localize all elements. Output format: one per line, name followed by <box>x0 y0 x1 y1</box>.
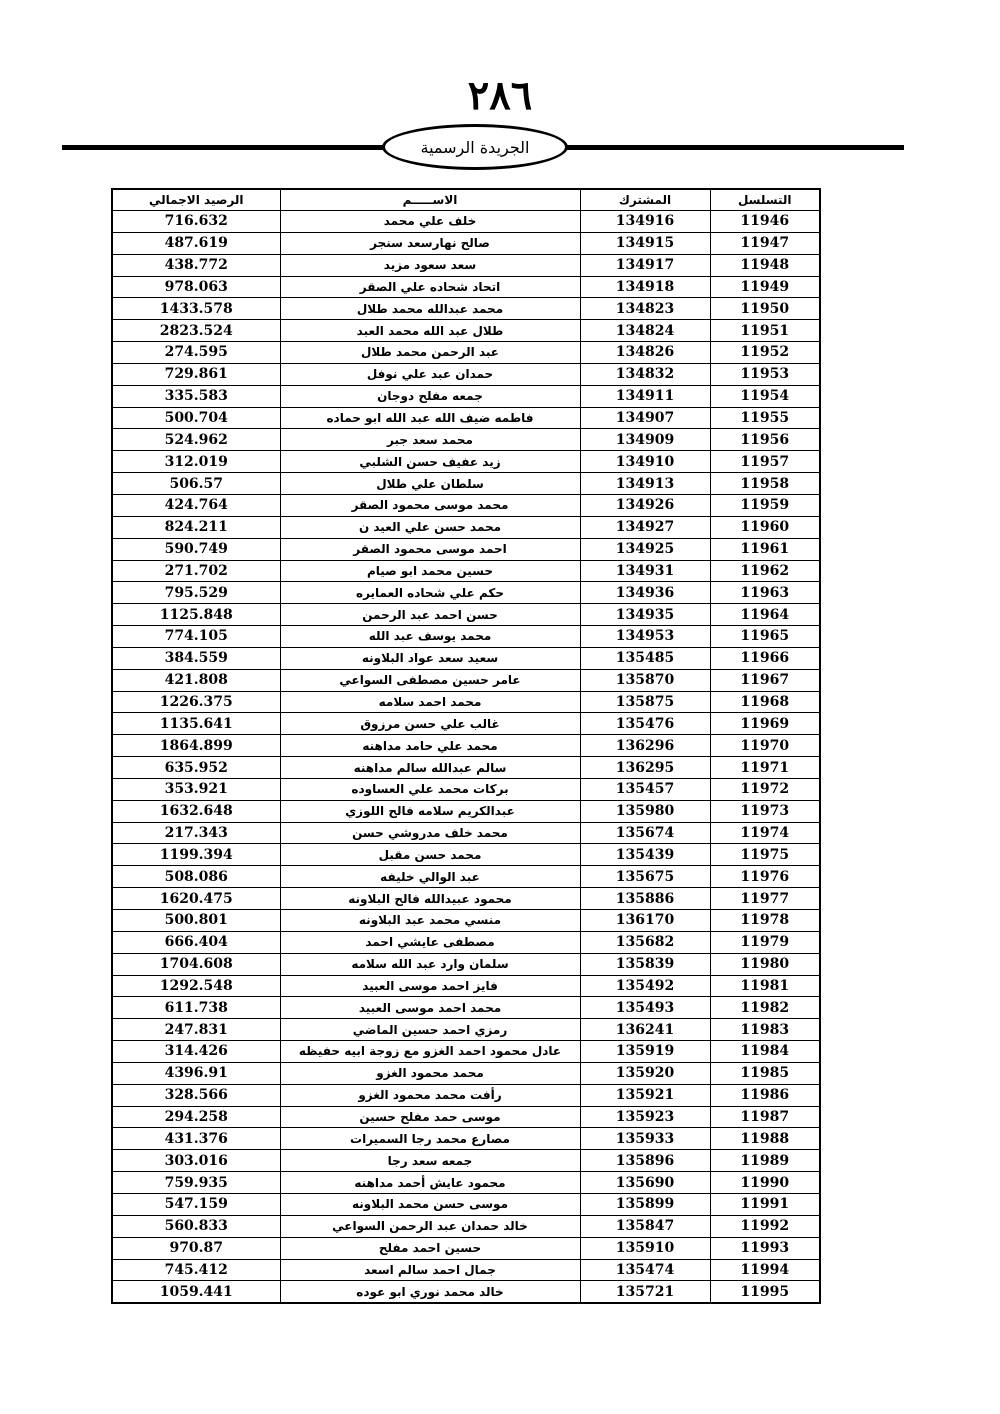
name-cell: محمد علي حامد مداهنه <box>280 735 580 757</box>
serial-cell: 11983 <box>710 1019 820 1041</box>
name-cell: حمدان عبد علي نوفل <box>280 363 580 385</box>
table-row <box>112 757 820 779</box>
balance-cell: 1620.475 <box>112 888 280 910</box>
name-cell: سلطان علي طلال <box>280 473 580 495</box>
serial-cell: 11977 <box>710 888 820 910</box>
subscriber-cell: 135847 <box>580 1215 710 1237</box>
page-number: ٢٨٦ <box>467 72 533 119</box>
subscriber-cell: 135921 <box>580 1084 710 1106</box>
table-row <box>112 888 820 910</box>
subscriber-cell: 134936 <box>580 582 710 604</box>
table-row <box>112 1281 820 1303</box>
subscriber-cell: 134926 <box>580 494 710 516</box>
subscriber-cell: 134910 <box>580 451 710 473</box>
name-cell: فاطمه ضيف الله عبد الله ابو حماده <box>280 407 580 429</box>
name-cell: عبد الوالي خليفه <box>280 866 580 888</box>
name-cell: محمد موسى محمود الصقر <box>280 494 580 516</box>
table-row <box>112 363 820 385</box>
name-cell: خالد محمد نوري ابو عوده <box>280 1281 580 1303</box>
name-cell: موسى حمد مفلح حسين <box>280 1106 580 1128</box>
table-row <box>112 778 820 800</box>
balance-cell: 1199.394 <box>112 844 280 866</box>
subscriber-cell: 134907 <box>580 407 710 429</box>
serial-cell: 11954 <box>710 385 820 407</box>
subscriber-cell: 136295 <box>580 757 710 779</box>
subscriber-cell: 134824 <box>580 320 710 342</box>
subscriber-cell: 135492 <box>580 975 710 997</box>
subscriber-cell: 134935 <box>580 604 710 626</box>
table-row <box>112 1237 820 1259</box>
table-header-row <box>112 189 820 211</box>
table-row <box>112 975 820 997</box>
serial-cell: 11980 <box>710 953 820 975</box>
subscriber-cell: 135493 <box>580 997 710 1019</box>
name-cell: محمد حسن علي العيد ن <box>280 516 580 538</box>
table-row <box>112 822 820 844</box>
serial-cell: 11984 <box>710 1041 820 1063</box>
serial-cell: 11990 <box>710 1172 820 1194</box>
subscriber-cell: 134953 <box>580 626 710 648</box>
serial-cell: 11961 <box>710 538 820 560</box>
name-cell: عادل محمود احمد الغزو مع زوجة ابيه حفيظه <box>280 1041 580 1063</box>
serial-cell: 11994 <box>710 1259 820 1281</box>
subscriber-cell: 134826 <box>580 342 710 364</box>
subscriber-cell: 134918 <box>580 276 710 298</box>
name-cell: جمعه سعد رجا <box>280 1150 580 1172</box>
name-cell: احمد موسى محمود الصقر <box>280 538 580 560</box>
serial-cell: 11959 <box>710 494 820 516</box>
subscriber-cell: 135675 <box>580 866 710 888</box>
table-row <box>112 1041 820 1063</box>
serial-cell: 11986 <box>710 1084 820 1106</box>
balance-cell: 774.105 <box>112 626 280 648</box>
table-row <box>112 1259 820 1281</box>
balance-cell: 635.952 <box>112 757 280 779</box>
serial-cell: 11963 <box>710 582 820 604</box>
name-cell: سلمان وارد عبد الله سلامه <box>280 953 580 975</box>
subscriber-cell: 135474 <box>580 1259 710 1281</box>
table-row <box>112 997 820 1019</box>
table-row <box>112 516 820 538</box>
balance-cell: 487.619 <box>112 232 280 254</box>
subscriber-cell: 135839 <box>580 953 710 975</box>
balance-cell: 590.749 <box>112 538 280 560</box>
balance-cell: 1704.608 <box>112 953 280 975</box>
serial-cell: 11993 <box>710 1237 820 1259</box>
table-row <box>112 647 820 669</box>
table-row <box>112 298 820 320</box>
name-cell: مصطفى عايشي احمد <box>280 931 580 953</box>
name-cell: رأفت محمد محمود الغزو <box>280 1084 580 1106</box>
table-row <box>112 669 820 691</box>
subscriber-cell: 135476 <box>580 713 710 735</box>
serial-cell: 11948 <box>710 254 820 276</box>
balance-cell: 271.702 <box>112 560 280 582</box>
balance-cell: 312.019 <box>112 451 280 473</box>
table-row <box>112 538 820 560</box>
balance-cell: 1226.375 <box>112 691 280 713</box>
table-row <box>112 713 820 735</box>
table-row <box>112 844 820 866</box>
name-cell: خالد حمدان عبد الرحمن السواعي <box>280 1215 580 1237</box>
subscriber-cell: 135899 <box>580 1193 710 1215</box>
balance-cell: 500.801 <box>112 910 280 932</box>
balance-cell: 421.808 <box>112 669 280 691</box>
name-cell: جمعه مفلح دوجان <box>280 385 580 407</box>
name-cell: محمود عايش أحمد مداهنه <box>280 1172 580 1194</box>
balance-cell: 1292.548 <box>112 975 280 997</box>
balance-cell: 666.404 <box>112 931 280 953</box>
serial-cell: 11964 <box>710 604 820 626</box>
name-cell: موسى حسن محمد البلاونه <box>280 1193 580 1215</box>
name-cell: زيد عفيف حسن الشلبي <box>280 451 580 473</box>
subscriber-cell: 135682 <box>580 931 710 953</box>
name-cell: محمد يوسف عبد الله <box>280 626 580 648</box>
subscriber-cell: 134913 <box>580 473 710 495</box>
subscriber-cell: 134832 <box>580 363 710 385</box>
serial-cell: 11968 <box>710 691 820 713</box>
serial-cell: 11950 <box>710 298 820 320</box>
serial-cell: 11967 <box>710 669 820 691</box>
name-cell: صالح نهارسعد سنجر <box>280 232 580 254</box>
subscriber-cell: 135721 <box>580 1281 710 1303</box>
table-row <box>112 1019 820 1041</box>
table-row <box>112 626 820 648</box>
serial-cell: 11974 <box>710 822 820 844</box>
subscriber-cell: 134823 <box>580 298 710 320</box>
subscriber-cell: 134909 <box>580 429 710 451</box>
table-row <box>112 582 820 604</box>
table-row <box>112 953 820 975</box>
serial-cell: 11975 <box>710 844 820 866</box>
name-cell: سعد سعود مزيد <box>280 254 580 276</box>
balance-cell: 745.412 <box>112 1259 280 1281</box>
table-row <box>112 800 820 822</box>
name-cell: غالب علي حسن مرزوق <box>280 713 580 735</box>
serial-cell: 11965 <box>710 626 820 648</box>
serial-cell: 11946 <box>710 211 820 233</box>
balance-cell: 438.772 <box>112 254 280 276</box>
balance-cell: 500.704 <box>112 407 280 429</box>
name-cell: عبد الرحمن محمد طلال <box>280 342 580 364</box>
serial-cell: 11966 <box>710 647 820 669</box>
name-cell: عامر حسين مصطفى السواعي <box>280 669 580 691</box>
serial-cell: 11979 <box>710 931 820 953</box>
name-cell: مصارع محمد رجا السميرات <box>280 1128 580 1150</box>
table-row <box>112 211 820 233</box>
subscriber-cell: 134916 <box>580 211 710 233</box>
table-row <box>112 385 820 407</box>
table-row <box>112 473 820 495</box>
balance-cell: 335.583 <box>112 385 280 407</box>
balance-cell: 1059.441 <box>112 1281 280 1303</box>
name-cell: محمد سعد جبر <box>280 429 580 451</box>
balance-cell: 274.595 <box>112 342 280 364</box>
balance-cell: 506.57 <box>112 473 280 495</box>
serial-cell: 11947 <box>710 232 820 254</box>
name-cell: سالم عبدالله سالم مداهنه <box>280 757 580 779</box>
header-name: الاســـــم <box>280 189 580 211</box>
name-cell: حسين احمد مفلح <box>280 1237 580 1259</box>
balance-cell: 716.632 <box>112 211 280 233</box>
serial-cell: 11973 <box>710 800 820 822</box>
subscriber-cell: 135690 <box>580 1172 710 1194</box>
serial-cell: 11953 <box>710 363 820 385</box>
subscriber-cell: 135886 <box>580 888 710 910</box>
gazette-title-oval <box>382 124 568 170</box>
table-row <box>112 494 820 516</box>
subscriber-cell: 135896 <box>580 1150 710 1172</box>
serial-cell: 11978 <box>710 910 820 932</box>
name-cell: محمد حسن مقبل <box>280 844 580 866</box>
table-row <box>112 735 820 757</box>
subscriber-cell: 136241 <box>580 1019 710 1041</box>
balance-cell: 560.833 <box>112 1215 280 1237</box>
name-cell: طلال عبد الله محمد العبد <box>280 320 580 342</box>
balance-cell: 759.935 <box>112 1172 280 1194</box>
serial-cell: 11995 <box>710 1281 820 1303</box>
table-row <box>112 910 820 932</box>
subscriber-balance-table <box>111 188 821 1304</box>
serial-cell: 11956 <box>710 429 820 451</box>
table-row <box>112 1128 820 1150</box>
subscriber-cell: 135920 <box>580 1062 710 1084</box>
balance-cell: 1433.578 <box>112 298 280 320</box>
name-cell: منسي محمد عبد البلاونه <box>280 910 580 932</box>
balance-cell: 303.016 <box>112 1150 280 1172</box>
serial-cell: 11951 <box>710 320 820 342</box>
table-row <box>112 429 820 451</box>
balance-cell: 524.962 <box>112 429 280 451</box>
balance-cell: 508.086 <box>112 866 280 888</box>
name-cell: محمد خلف مدروشي حسن <box>280 822 580 844</box>
name-cell: حكم علي شحاده العمايره <box>280 582 580 604</box>
subscriber-cell: 134917 <box>580 254 710 276</box>
table-body <box>112 211 820 1304</box>
balance-cell: 795.529 <box>112 582 280 604</box>
subscriber-cell: 135457 <box>580 778 710 800</box>
name-cell: محمد احمد سلامه <box>280 691 580 713</box>
table-row <box>112 1106 820 1128</box>
subscriber-cell: 134915 <box>580 232 710 254</box>
table-row <box>112 276 820 298</box>
balance-cell: 1135.641 <box>112 713 280 735</box>
table-row <box>112 1062 820 1084</box>
subscriber-cell: 134927 <box>580 516 710 538</box>
header-subscriber: المشترك <box>580 189 710 211</box>
balance-cell: 314.426 <box>112 1041 280 1063</box>
name-cell: خلف علي محمد <box>280 211 580 233</box>
balance-cell: 611.738 <box>112 997 280 1019</box>
name-cell: بركات محمد علي العساوده <box>280 778 580 800</box>
serial-cell: 11958 <box>710 473 820 495</box>
table-row <box>112 604 820 626</box>
balance-cell: 1864.899 <box>112 735 280 757</box>
table-row <box>112 1172 820 1194</box>
header-balance: الرصيد الاجمالي <box>112 189 280 211</box>
balance-cell: 547.159 <box>112 1193 280 1215</box>
name-cell: محمد محمود الغزو <box>280 1062 580 1084</box>
serial-cell: 11960 <box>710 516 820 538</box>
name-cell: محمد عبدالله محمد طلال <box>280 298 580 320</box>
serial-cell: 11981 <box>710 975 820 997</box>
balance-cell: 2823.524 <box>112 320 280 342</box>
serial-cell: 11991 <box>710 1193 820 1215</box>
name-cell: جمال احمد سالم اسعد <box>280 1259 580 1281</box>
balance-cell: 1125.848 <box>112 604 280 626</box>
serial-cell: 11949 <box>710 276 820 298</box>
table-row <box>112 451 820 473</box>
serial-cell: 11952 <box>710 342 820 364</box>
name-cell: محمد احمد موسى العبيد <box>280 997 580 1019</box>
balance-cell: 4396.91 <box>112 1062 280 1084</box>
table-row <box>112 691 820 713</box>
table-row <box>112 232 820 254</box>
balance-cell: 424.764 <box>112 494 280 516</box>
balance-cell: 217.343 <box>112 822 280 844</box>
table-row <box>112 254 820 276</box>
serial-cell: 11962 <box>710 560 820 582</box>
gazette-title: الجريدة الرسمية <box>420 137 530 157</box>
balance-cell: 294.258 <box>112 1106 280 1128</box>
subscriber-cell: 135439 <box>580 844 710 866</box>
subscriber-cell: 135910 <box>580 1237 710 1259</box>
balance-cell: 384.559 <box>112 647 280 669</box>
header-serial: التسلسل <box>710 189 820 211</box>
serial-cell: 11971 <box>710 757 820 779</box>
serial-cell: 11972 <box>710 778 820 800</box>
table-row <box>112 560 820 582</box>
table-row <box>112 320 820 342</box>
subscriber-cell: 135674 <box>580 822 710 844</box>
balance-cell: 1632.648 <box>112 800 280 822</box>
table-row <box>112 866 820 888</box>
name-cell: رمزي احمد حسين الماضي <box>280 1019 580 1041</box>
subscriber-cell: 136296 <box>580 735 710 757</box>
table-row <box>112 931 820 953</box>
subscriber-cell: 134911 <box>580 385 710 407</box>
name-cell: حسن احمد عبد الرحمن <box>280 604 580 626</box>
subscriber-cell: 135933 <box>580 1128 710 1150</box>
subscriber-cell: 135980 <box>580 800 710 822</box>
subscriber-cell: 136170 <box>580 910 710 932</box>
balance-cell: 729.861 <box>112 363 280 385</box>
serial-cell: 11985 <box>710 1062 820 1084</box>
name-cell: حسين محمد ابو صيام <box>280 560 580 582</box>
serial-cell: 11976 <box>710 866 820 888</box>
serial-cell: 11970 <box>710 735 820 757</box>
name-cell: فايز احمد موسى العبيد <box>280 975 580 997</box>
table-row <box>112 1084 820 1106</box>
subscriber-cell: 135919 <box>580 1041 710 1063</box>
table-row <box>112 407 820 429</box>
table-row <box>112 1193 820 1215</box>
name-cell: سعيد سعد عواد البلاونه <box>280 647 580 669</box>
subscriber-cell: 134925 <box>580 538 710 560</box>
serial-cell: 11969 <box>710 713 820 735</box>
subscriber-cell: 135870 <box>580 669 710 691</box>
balance-cell: 431.376 <box>112 1128 280 1150</box>
name-cell: اتحاد شحاده علي الصقر <box>280 276 580 298</box>
serial-cell: 11955 <box>710 407 820 429</box>
serial-cell: 11982 <box>710 997 820 1019</box>
balance-cell: 247.831 <box>112 1019 280 1041</box>
table-row <box>112 1215 820 1237</box>
serial-cell: 11987 <box>710 1106 820 1128</box>
table-row <box>112 342 820 364</box>
subscriber-cell: 135485 <box>580 647 710 669</box>
name-cell: عبدالكريم سلامه فالح اللوزي <box>280 800 580 822</box>
subscriber-cell: 134931 <box>580 560 710 582</box>
balance-cell: 353.921 <box>112 778 280 800</box>
balance-cell: 824.211 <box>112 516 280 538</box>
subscriber-cell: 135875 <box>580 691 710 713</box>
balance-cell: 970.87 <box>112 1237 280 1259</box>
table-row <box>112 1150 820 1172</box>
balance-cell: 978.063 <box>112 276 280 298</box>
serial-cell: 11989 <box>710 1150 820 1172</box>
name-cell: محمود عبيدالله فالح البلاونه <box>280 888 580 910</box>
balance-cell: 328.566 <box>112 1084 280 1106</box>
serial-cell: 11988 <box>710 1128 820 1150</box>
serial-cell: 11957 <box>710 451 820 473</box>
subscriber-cell: 135923 <box>580 1106 710 1128</box>
serial-cell: 11992 <box>710 1215 820 1237</box>
